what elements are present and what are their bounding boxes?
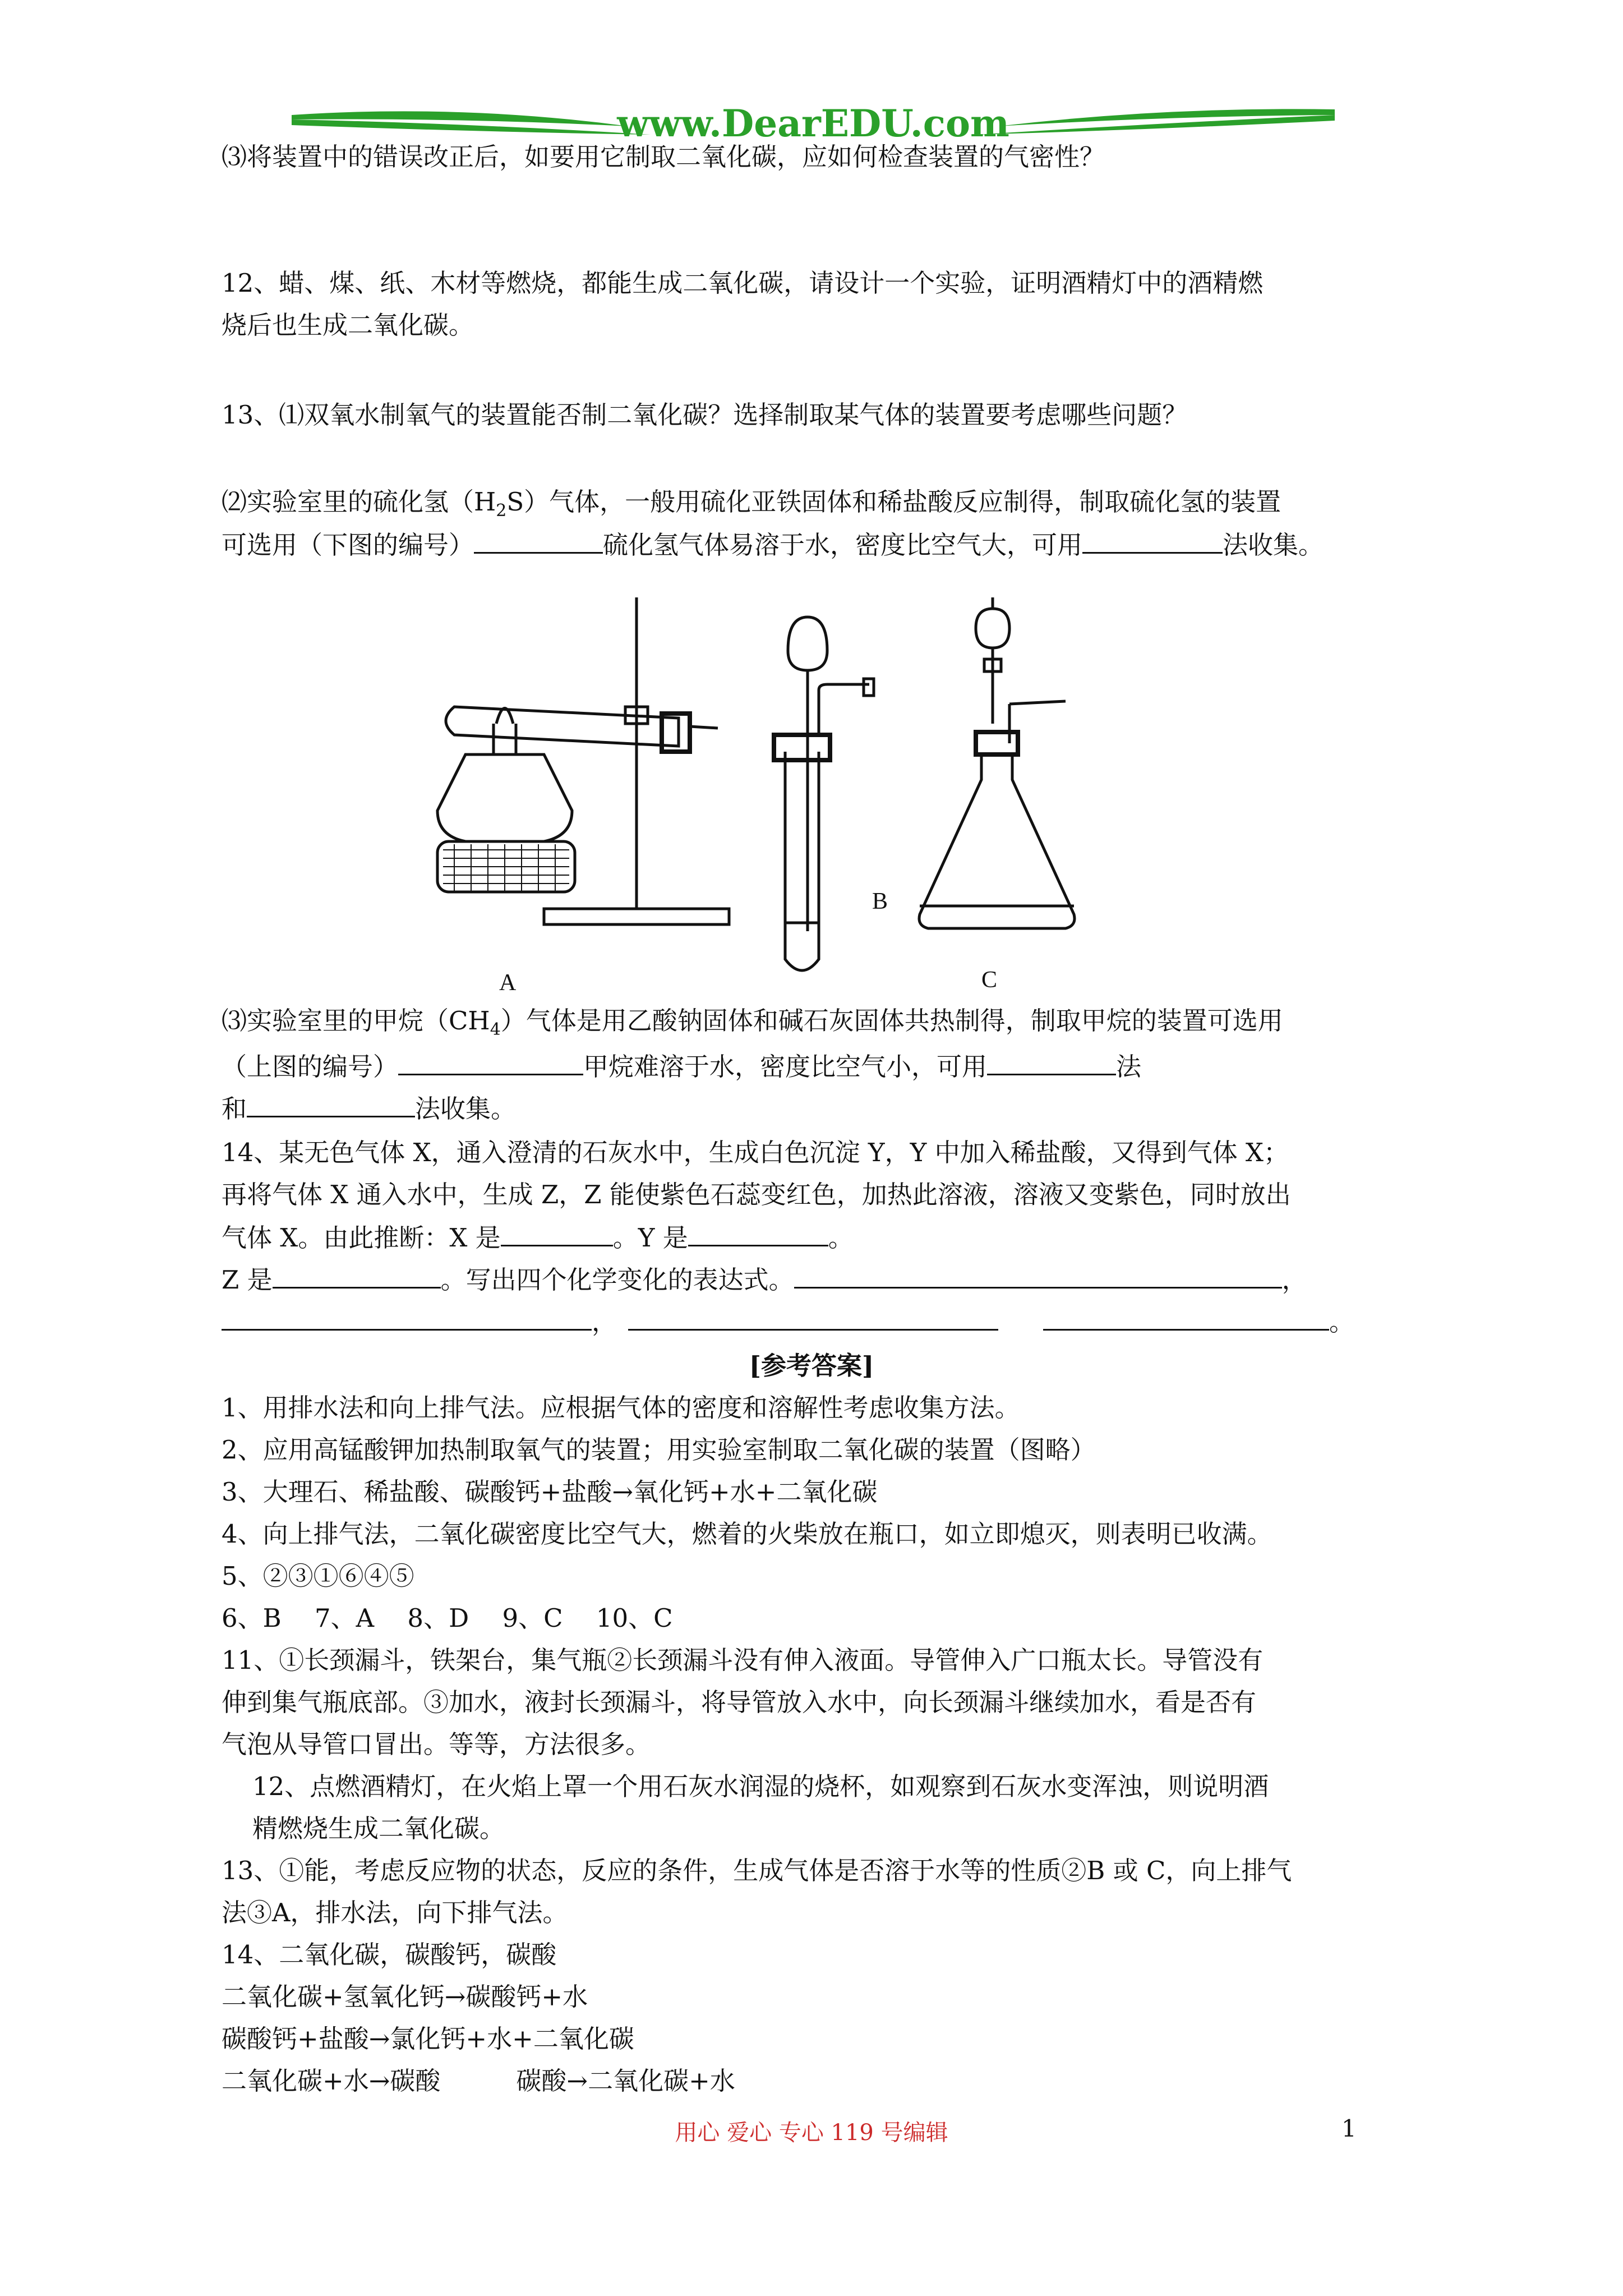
answer-line: 气泡从导管口冒出。等等，方法很多。	[222, 1729, 651, 1759]
answers-title: [参考答案]	[749, 1351, 874, 1381]
answer-blank-equation-3[interactable]	[628, 1304, 998, 1331]
answer-line: 法③A，排水法，向下排气法。	[222, 1898, 568, 1927]
answer-blank-apparatus[interactable]	[474, 527, 603, 554]
question-14-line2: 再将气体 X 通入水中，生成 Z，Z 能使紫色石蕊变红色，加热此溶液，溶液又变紫色，同时放出	[222, 1180, 1291, 1209]
question-13-3-line3: 和 法收集。	[222, 1091, 516, 1126]
answer-line: 二氧化碳+氢氧化钙→碳酸钙+水	[222, 1982, 588, 2012]
question-13-1: 13、⑴双氧水制氧气的装置能否制二氧化碳？选择制取某气体的装置要考虑哪些问题？	[222, 400, 1188, 430]
question-13-3-line1: ⑶实验室里的甲烷$(CH_4)$气体是用乙酸钠固体和碱石灰固体共热制得，制取甲烷的装置可选用	[222, 1006, 1283, 1039]
answer-blank-methane-collection-2[interactable]	[247, 1091, 415, 1117]
label-b: B	[872, 889, 888, 914]
label-a: A	[499, 970, 517, 996]
question-12-line2: 烧后也生成二氧化碳。	[222, 310, 474, 340]
page-number: 1	[1341, 2115, 1357, 2142]
answer-blank-y[interactable]	[688, 1220, 828, 1246]
answer-line: 1、用排水法和向上排气法。应根据气体的密度和溶解性考虑收集方法。	[222, 1393, 1020, 1423]
answer-blank-equation-2[interactable]	[222, 1304, 592, 1331]
answer-line: 12、点燃酒精灯，在火焰上罩一个用石灰水润湿的烧杯，如观察到石灰水变浑浊，则说明酒	[252, 1772, 1269, 1801]
answer-blank-x[interactable]	[501, 1220, 613, 1246]
answer-line: 二氧化碳+水→碳酸 碳酸→二氧化碳+水	[222, 2066, 735, 2096]
question-13-2-line2: 可选用（下图的编号） 硫化氢气体易溶于水，密度比空气大，可用 法收集。	[222, 527, 1324, 562]
answer-line: 伸到集气瓶底部。③加水，液封长颈漏斗，将导管放入水中，向长颈漏斗继续加水，看是否有	[222, 1687, 1257, 1717]
answer-line: 11、①长颈漏斗，铁架台，集气瓶②长颈漏斗没有伸入液面。导管伸入广口瓶太长。导管没有	[222, 1645, 1264, 1675]
answer-line: 碳酸钙+盐酸→氯化钙+水+二氧化碳	[222, 2024, 634, 2054]
question-13-2-line1: ⑵实验室里的硫化氢$(H_2S)$气体，一般用硫化亚铁固体和稀盐酸反应制得，制取硫化氢的装置	[222, 487, 1281, 521]
answer-blank-methane-apparatus[interactable]	[398, 1049, 583, 1075]
answer-line: 5、②③①⑥④⑤	[222, 1561, 414, 1591]
answer-line: 2、应用高锰酸钾加热制取氧气的装置；用实验室制取二氧化碳的装置（图略）	[222, 1435, 1096, 1465]
answer-line: 13、①能，考虑反应物的状态，反应的条件，生成气体是否溶于水等的性质②B 或 C，向上排气	[222, 1856, 1292, 1885]
answer-line: 3、大理石、稀盐酸、碳酸钙+盐酸→氧化钙+水+二氧化碳	[222, 1477, 878, 1507]
question-13-3-line2: （上图的编号） 甲烷难溶于水，密度比空气小，可用 法	[222, 1049, 1141, 1084]
question-14-line5: ， 。	[222, 1304, 1354, 1339]
answer-blank-methane-collection-1[interactable]	[987, 1049, 1116, 1075]
answer-line: 4、向上排气法，二氧化碳密度比空气大，燃着的火柴放在瓶口，如立即熄灭，则表明已收满。	[222, 1519, 1272, 1549]
answer-blank-equation-4[interactable]	[1043, 1304, 1329, 1331]
answer-line: 14、二氧化碳，碳酸钙，碳酸	[222, 1940, 557, 1970]
apparatus-figure	[415, 595, 1166, 999]
answer-blank-collection[interactable]	[1082, 527, 1223, 554]
answer-blank-equation-1[interactable]	[794, 1262, 1282, 1289]
question-14-line4: Z 是 。写出四个化学变化的表达式。 ，	[222, 1262, 1307, 1297]
question-12-line1: 12、蜡、煤、纸、木材等燃烧，都能生成二氧化碳，请设计一个实验，证明酒精灯中的酒精燃	[222, 268, 1264, 298]
footer-text: 用心 爱心 专心 119 号编辑	[675, 2120, 948, 2146]
answer-line: 6、B 7、A 8、D 9、C 10、C	[222, 1603, 673, 1633]
question-14-line3: 气体 X。由此推断：X 是 。Y 是 。	[222, 1220, 854, 1255]
answer-blank-z[interactable]	[273, 1262, 441, 1289]
question-14-line1: 14、某无色气体 X，通入澄清的石灰水中，生成白色沉淀 Y，Y 中加入稀盐酸，又得到气体 X；	[222, 1138, 1289, 1167]
answer-line: 精燃烧生成二氧化碳。	[252, 1814, 505, 1843]
question-11-3: ⑶将装置中的错误改正后，如要用它制取二氧化碳，应如何检查装置的气密性？	[222, 142, 1105, 172]
site-logo-text: www.DearEDU.com	[617, 102, 1009, 145]
label-c: C	[981, 967, 998, 993]
